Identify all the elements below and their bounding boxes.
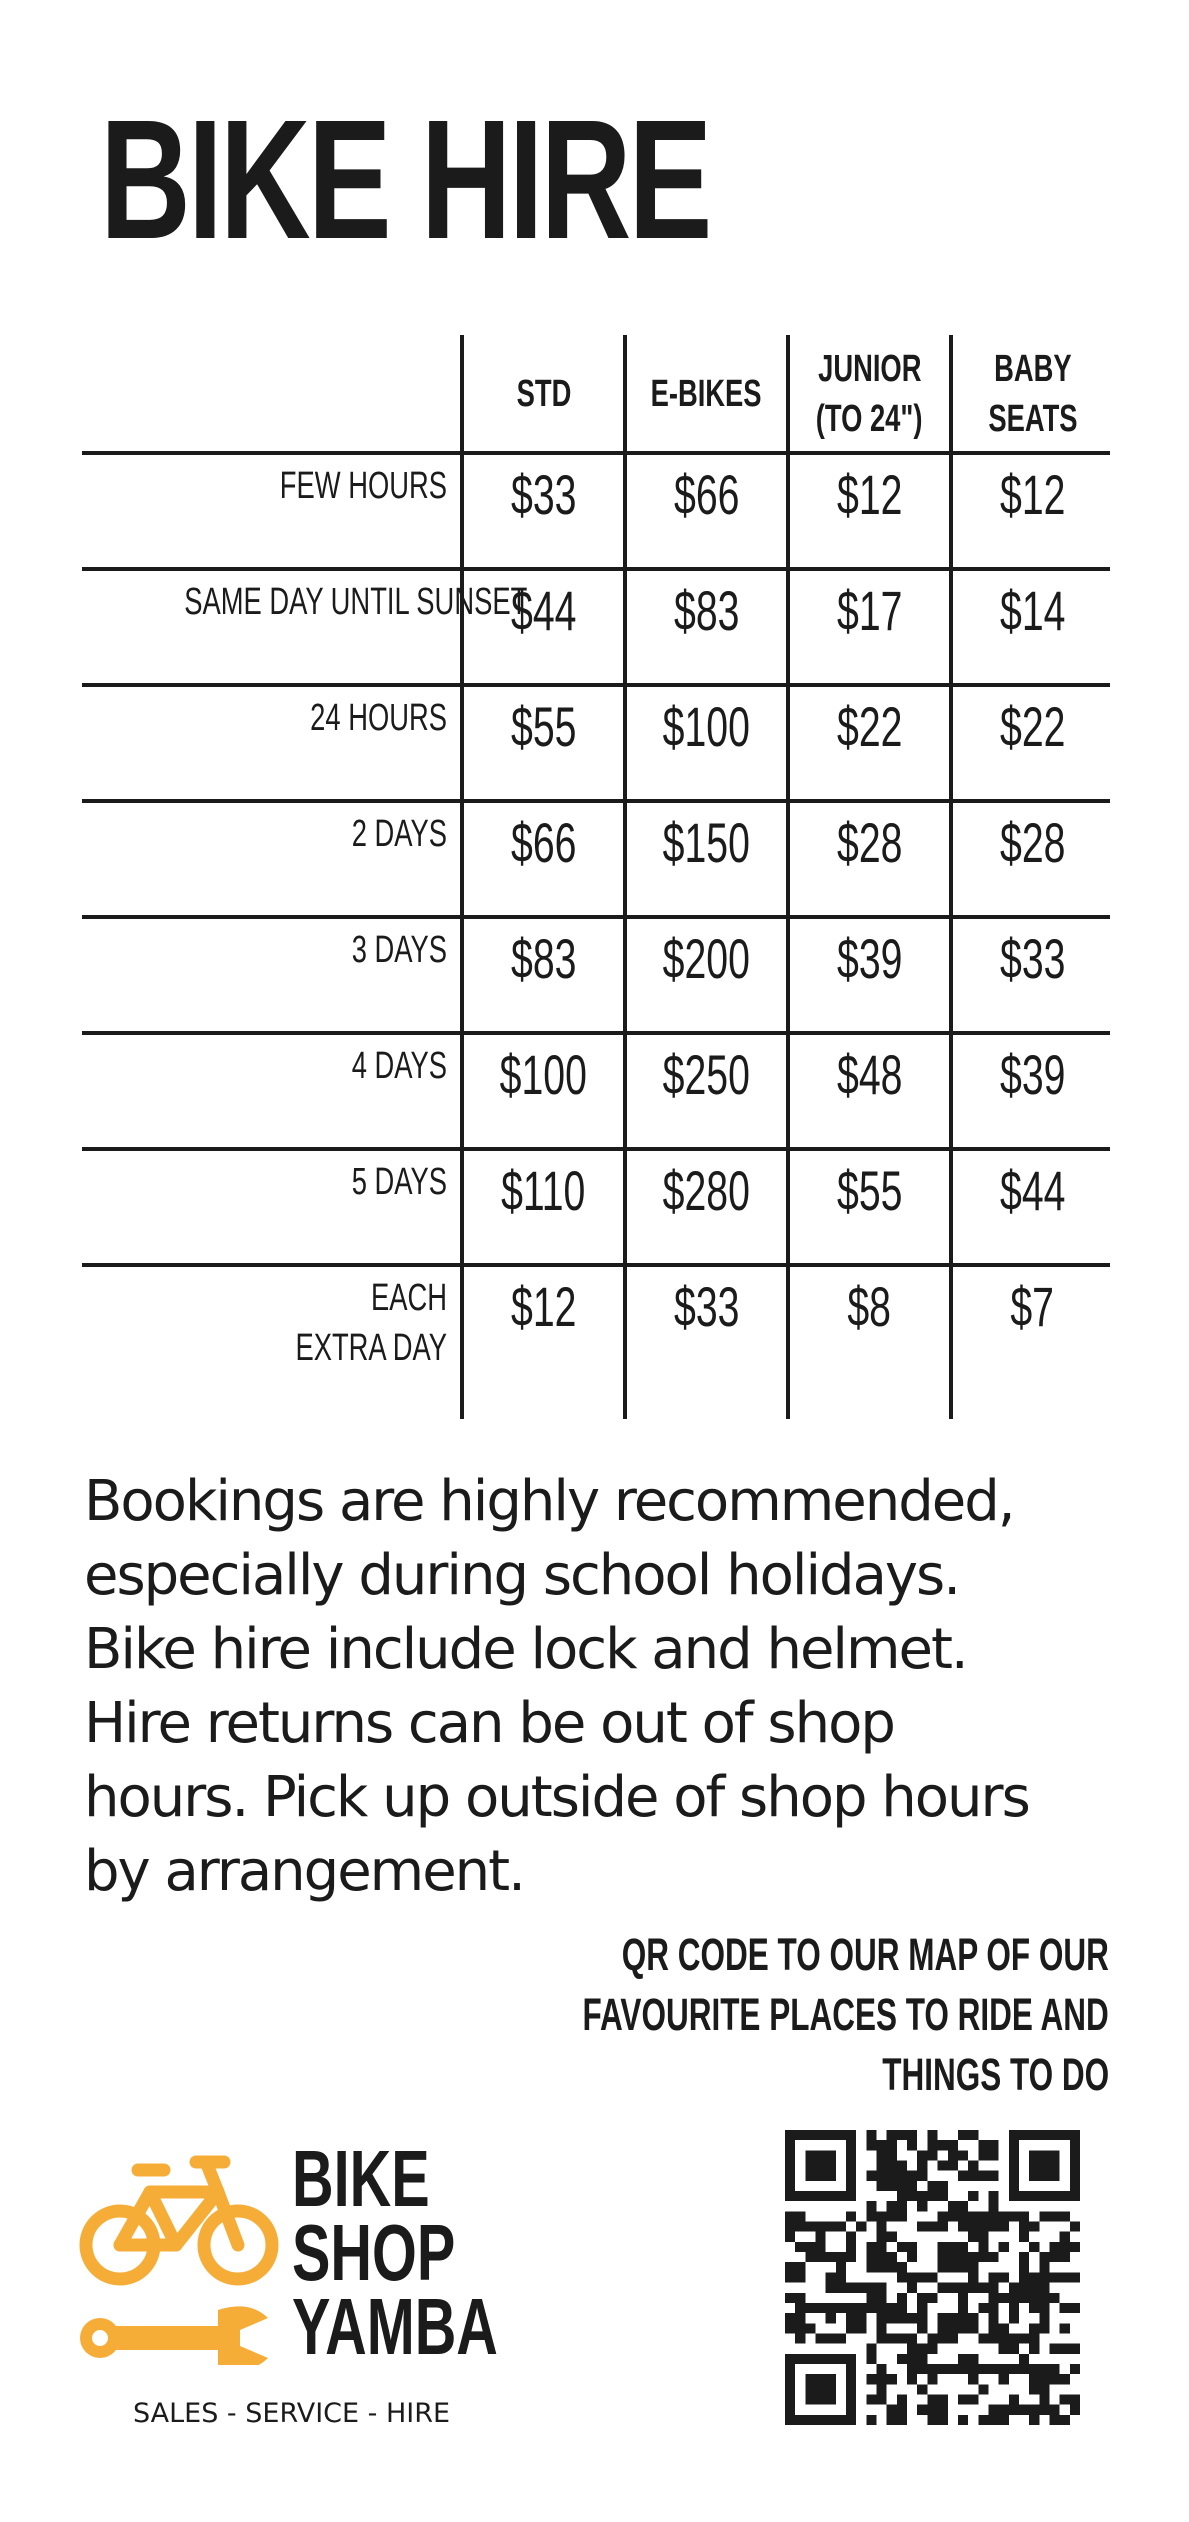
price-value: $280 bbox=[662, 1159, 751, 1222]
column-header-line: STD bbox=[516, 373, 571, 415]
qr-caption-text: QR CODE TO OUR MAP OF OUR bbox=[621, 1929, 1109, 1980]
price-value: $22 bbox=[999, 695, 1066, 758]
row-label bbox=[82, 461, 447, 511]
note-line: by arrangement. bbox=[84, 1839, 524, 1904]
price-cell bbox=[625, 697, 788, 757]
price-value: $150 bbox=[662, 811, 751, 874]
price-cell bbox=[788, 1045, 951, 1105]
page-title: BIKE HIRE bbox=[100, 85, 710, 275]
price-value: $12 bbox=[510, 1275, 577, 1338]
price-cell bbox=[951, 697, 1114, 757]
brand-line bbox=[292, 2134, 578, 2223]
price-value: $12 bbox=[836, 463, 903, 526]
qr-caption-line bbox=[357, 2045, 1109, 2105]
brand-word: YAMBA bbox=[292, 2282, 498, 2371]
price-value: $12 bbox=[999, 463, 1066, 526]
column-header bbox=[625, 335, 788, 453]
row-label-line: EXTRA DAY bbox=[295, 1327, 447, 1369]
row-label bbox=[82, 577, 528, 627]
qr-code-icon[interactable] bbox=[785, 2130, 1080, 2425]
brand-name bbox=[292, 2134, 578, 2371]
column-header bbox=[788, 335, 951, 453]
row-label bbox=[82, 693, 447, 743]
price-value: $83 bbox=[673, 579, 740, 642]
price-cell bbox=[951, 813, 1114, 873]
price-cell bbox=[462, 813, 625, 873]
note-line: Bike hire include lock and helmet. bbox=[84, 1617, 967, 1682]
price-cell bbox=[462, 581, 625, 641]
price-cell bbox=[462, 1277, 625, 1337]
price-cell bbox=[788, 1161, 951, 1221]
price-value: $66 bbox=[510, 811, 577, 874]
row-label bbox=[82, 1041, 447, 1091]
note-line: especially during school holidays. bbox=[84, 1543, 960, 1608]
price-cell bbox=[462, 929, 625, 989]
row-label bbox=[82, 1273, 447, 1373]
price-value: $44 bbox=[999, 1159, 1066, 1222]
row-label bbox=[82, 1157, 447, 1207]
price-value: $28 bbox=[836, 811, 903, 874]
price-cell bbox=[625, 813, 788, 873]
price-value: $33 bbox=[673, 1275, 740, 1338]
qr-caption bbox=[357, 1925, 1109, 2105]
price-value: $44 bbox=[510, 579, 577, 642]
note-line: Hire returns can be out of shop bbox=[84, 1691, 894, 1756]
column-header-line: (TO 24") bbox=[816, 398, 923, 440]
row-label-line: 5 DAYS bbox=[351, 1161, 447, 1203]
price-cell bbox=[788, 813, 951, 873]
note-line: Bookings are highly recommended, bbox=[84, 1469, 1014, 1534]
qr-caption-text: FAVOURITE PLACES TO RIDE AND bbox=[582, 1989, 1109, 2040]
brand-word: BIKE bbox=[292, 2134, 430, 2223]
price-value: $100 bbox=[499, 1043, 588, 1106]
column-header-line: E-BIKES bbox=[651, 373, 762, 415]
price-value: $14 bbox=[999, 579, 1066, 642]
price-cell bbox=[625, 581, 788, 641]
price-value: $39 bbox=[999, 1043, 1066, 1106]
price-cell bbox=[788, 1277, 951, 1337]
price-value: $8 bbox=[847, 1275, 892, 1338]
column-header bbox=[951, 335, 1114, 453]
price-value: $83 bbox=[510, 927, 577, 990]
note-line: hours. Pick up outside of shop hours bbox=[84, 1765, 1029, 1830]
price-value: $39 bbox=[836, 927, 903, 990]
price-value: $17 bbox=[836, 579, 903, 642]
brand-line bbox=[292, 2282, 578, 2371]
brand-word: SHOP bbox=[292, 2208, 456, 2297]
price-value: $33 bbox=[510, 463, 577, 526]
price-cell bbox=[462, 465, 625, 525]
price-cell bbox=[462, 697, 625, 757]
column-header-line: JUNIOR bbox=[817, 348, 922, 390]
price-cell bbox=[788, 465, 951, 525]
price-cell bbox=[625, 465, 788, 525]
column-header-line: BABY bbox=[993, 348, 1072, 390]
price-cell bbox=[625, 929, 788, 989]
price-cell bbox=[951, 1045, 1114, 1105]
price-value: $100 bbox=[662, 695, 751, 758]
row-label-line: 2 DAYS bbox=[351, 813, 447, 855]
row-label-line: EACH bbox=[370, 1277, 447, 1319]
price-cell bbox=[951, 1161, 1114, 1221]
bike-shop-logo bbox=[78, 2150, 283, 2365]
price-cell bbox=[462, 1161, 625, 1221]
row-label-line: 24 HOURS bbox=[310, 697, 447, 739]
brand-tagline: SALES - SERVICE - HIRE bbox=[133, 2398, 451, 2429]
price-value: $55 bbox=[510, 695, 577, 758]
wrench-icon bbox=[80, 2306, 268, 2365]
qr-caption-line bbox=[357, 1925, 1109, 1985]
column-header-line: SEATS bbox=[987, 398, 1078, 440]
price-cell bbox=[788, 697, 951, 757]
price-cell bbox=[625, 1277, 788, 1337]
price-cell bbox=[951, 1277, 1114, 1337]
price-cell bbox=[788, 929, 951, 989]
price-value: $110 bbox=[501, 1159, 586, 1222]
price-value: $33 bbox=[999, 927, 1066, 990]
price-value: $22 bbox=[836, 695, 903, 758]
price-value: $66 bbox=[673, 463, 740, 526]
price-cell bbox=[951, 929, 1114, 989]
price-cell bbox=[788, 581, 951, 641]
qr-caption-text: THINGS TO DO bbox=[882, 2049, 1109, 2100]
price-cell bbox=[625, 1161, 788, 1221]
row-label-line: SAME DAY UNTIL SUNSET bbox=[184, 581, 528, 623]
row-label bbox=[82, 925, 447, 975]
bicycle-icon bbox=[86, 2162, 272, 2279]
price-cell bbox=[951, 581, 1114, 641]
price-cell bbox=[462, 1045, 625, 1105]
price-value: $250 bbox=[662, 1043, 751, 1106]
price-value: $48 bbox=[836, 1043, 903, 1106]
price-value: $28 bbox=[999, 811, 1066, 874]
brand-line bbox=[292, 2208, 578, 2297]
column-header bbox=[462, 335, 625, 453]
row-label-line: 4 DAYS bbox=[351, 1045, 447, 1087]
price-cell bbox=[625, 1045, 788, 1105]
row-label bbox=[82, 809, 447, 859]
price-cell bbox=[951, 465, 1114, 525]
booking-notes bbox=[84, 1465, 1124, 1909]
row-label-line: FEW HOURS bbox=[279, 465, 447, 507]
price-value: $7 bbox=[1010, 1275, 1055, 1338]
row-label-line: 3 DAYS bbox=[351, 929, 447, 971]
price-value: $55 bbox=[836, 1159, 903, 1222]
price-value: $200 bbox=[662, 927, 751, 990]
qr-caption-line bbox=[357, 1985, 1109, 2045]
